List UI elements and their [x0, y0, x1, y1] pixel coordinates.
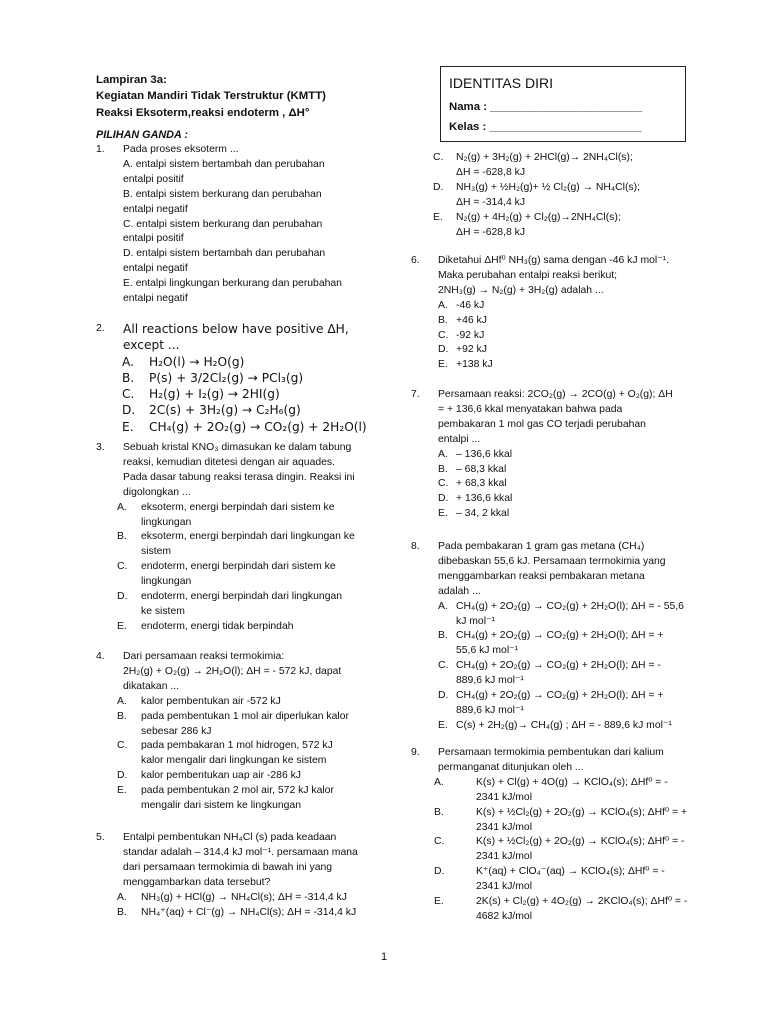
option-letter: C. [438, 660, 449, 672]
identity-title: IDENTITAS DIRI [449, 75, 553, 91]
question-number: 9. [411, 747, 420, 758]
option-text: CH₄(g) + 2O₂(g) → CO₂(g) + 2H₂O(l); ΔH = + 55,6 kJ mol⁻¹ [456, 630, 664, 657]
option-d[interactable] [438, 343, 718, 358]
option-letter: B. [122, 370, 135, 385]
name-field[interactable]: Nama : ________________________ [449, 101, 643, 113]
option-c[interactable] [438, 329, 718, 344]
question-1 [96, 143, 393, 307]
option-letter: C. [117, 740, 128, 752]
option-letter: B. [117, 531, 127, 543]
option-a[interactable] [438, 600, 723, 630]
option-a[interactable] [117, 501, 393, 531]
option-b[interactable] [117, 906, 393, 921]
option-letter: A. [117, 695, 127, 707]
option-b[interactable] [438, 314, 718, 329]
question-number: 4. [96, 651, 105, 662]
question-stem: Entalpi pembentukan NH₄Cl (s) pada keadaan standar adalah – 314,4 kJ mol⁻¹. persamaan mana dari persamaan termokimia di bawah ini yang menggambarkan data tersebut? [123, 832, 358, 888]
option-text: endoterm, energi tidak berpindah [141, 620, 294, 632]
option-c[interactable] [438, 477, 718, 492]
option-text: P(s) + 3/2Cl₂(g) → PCl₃(g) [149, 370, 304, 385]
option-text: + 68,3 kkal [456, 478, 507, 490]
class-field[interactable]: Kelas : ________________________ [449, 121, 642, 133]
option-letter: D. [438, 344, 449, 356]
option-text: -46 kJ [456, 299, 485, 311]
option-a[interactable] [117, 695, 393, 710]
option-b[interactable] [434, 806, 723, 836]
identity-box [440, 66, 686, 142]
option-letter: E. [438, 719, 448, 731]
option-c[interactable] [117, 739, 393, 769]
option-d[interactable] [438, 689, 723, 719]
option-d[interactable] [434, 865, 723, 895]
option-text: B. entalpi sistem berkurang dan perubahan entalpi negatif [123, 188, 322, 215]
option-letter: A. [117, 501, 127, 513]
option-text: K(s) + Cl(g) + 4O(g) → KClO₄(s); ΔHf⁰ = - 2341 kJ/mol [476, 776, 668, 803]
option-letter: D. [122, 403, 136, 418]
question-6 [411, 254, 718, 373]
document-header [96, 72, 326, 121]
option-letter: D. [438, 690, 449, 702]
option-letter: A. [117, 891, 127, 903]
option-letter: E. [438, 508, 448, 520]
question-number: 2. [96, 323, 105, 334]
question-number: 6. [411, 255, 420, 266]
option-text: + 136,6 kkal [456, 493, 513, 505]
option-text: K(s) + ½Cl₂(g) + 2O₂(g) → KClO₄(s); ΔHf⁰ = + 2341 kJ/mol [476, 806, 688, 833]
question-stem: All reactions below have positive ΔH, except ... [123, 322, 349, 353]
option-text: C(s) + 2H₂(g)→ CH₄(g) ; ΔH = - 889,6 kJ mol⁻¹ [456, 719, 672, 731]
page-number: 1 [380, 951, 388, 963]
option-e[interactable] [438, 358, 718, 373]
question-3 [96, 441, 393, 635]
option-e[interactable] [433, 211, 718, 241]
option-c[interactable] [123, 218, 393, 248]
option-a[interactable] [438, 448, 718, 463]
option-letter: A. [438, 600, 448, 612]
question-4 [96, 650, 393, 814]
option-letter: E. [117, 785, 127, 797]
option-letter: D. [117, 591, 128, 603]
option-e[interactable] [438, 507, 718, 522]
option-b[interactable] [117, 530, 393, 560]
option-b[interactable] [122, 370, 403, 386]
option-b[interactable] [117, 710, 393, 740]
option-c[interactable] [438, 659, 723, 689]
option-letter: C. [438, 329, 449, 341]
option-text: CH₄(g) + 2O₂(g) → CO₂(g) + 2H₂O(l); ΔH = + 889,6 kJ mol⁻¹ [456, 690, 664, 716]
option-text: N₂(g) + 4H₂(g) + Cl₂(g)→2NH₄Cl(s); ΔH = -628,8 kJ [456, 211, 621, 238]
option-text: H₂(g) + I₂(g) → 2HI(g) [149, 387, 280, 402]
option-d[interactable] [117, 590, 393, 620]
question-2 [96, 321, 403, 435]
option-letter: D. [438, 493, 449, 505]
option-a[interactable] [434, 776, 723, 806]
option-d[interactable] [117, 769, 393, 784]
option-letter: E. [438, 359, 448, 371]
option-text: 2C(s) + 3H₂(g) → C₂H₆(g) [149, 403, 301, 418]
option-text: eksoterm, energi berpindah dari sistem ke lingkungan [141, 501, 335, 528]
question-8 [411, 540, 723, 734]
option-letter: C. [433, 152, 444, 163]
option-a[interactable] [123, 158, 393, 188]
appendix-label: Lampiran 3a: [96, 74, 167, 86]
option-letter: E. [117, 620, 127, 632]
option-text: 2K(s) + Cl₂(g) + 4O₂(g) → 2KClO₄(s); ΔHf⁰ = - 4682 kJ/mol [476, 896, 688, 922]
option-text: CH₄(g) + 2O₂(g) → CO₂(g) + 2H₂O(l); ΔH = - 55,6 kJ mol⁻¹ [456, 600, 684, 627]
option-letter: D. [434, 866, 445, 878]
option-text: -92 kJ [456, 329, 485, 341]
question-5-continued [433, 151, 718, 240]
option-e[interactable] [117, 620, 393, 635]
question-stem: Persamaan termokimia pembentukan dari kalium permanganat ditunjukan oleh ... [438, 747, 664, 773]
option-letter: B. [438, 630, 448, 642]
option-d[interactable] [438, 492, 718, 507]
option-text: pada pembentukan 1 mol air diperlukan kalor sebesar 286 kJ [141, 710, 349, 737]
option-text: K⁺(aq) + ClO₄⁻(aq) → KClO₄(s); ΔHf⁰ = - 2341 kJ/mol [476, 866, 665, 893]
option-text: kalor pembentukan uap air -286 kJ [141, 770, 301, 782]
option-text: NH₄⁺(aq) + Cl⁻(g) → NH₄Cl(s); ΔH = -314,4 kJ [141, 906, 357, 918]
option-letter: E. [434, 896, 444, 908]
option-e[interactable] [438, 719, 723, 734]
option-text: K(s) + ½Cl₂(g) + 2O₂(g) → KClO₄(s); ΔHf⁰ = - 2341 kJ/mol [476, 836, 685, 863]
option-text: endoterm, energi berpindah dari sistem ke lingkungan [141, 561, 336, 588]
option-text: endoterm, energi berpindah dari lingkungan ke sistem [141, 591, 343, 617]
option-b[interactable] [438, 629, 723, 659]
option-c[interactable] [122, 386, 403, 402]
option-e[interactable] [123, 277, 393, 307]
option-text: C. entalpi sistem berkurang dan perubahan entalpi positif [123, 218, 323, 245]
question-stem: Dari persamaan reaksi termokimia: 2H₂(g) + O₂(g) → 2H₂O(l); ΔH = - 572 kJ, dapat dikatakan ... [123, 651, 342, 692]
option-letter: C. [122, 387, 135, 402]
option-text: A. entalpi sistem bertambah dan perubahan entalpi positif [123, 158, 325, 185]
option-c[interactable] [434, 835, 723, 865]
option-letter: B. [438, 314, 448, 326]
option-a[interactable] [438, 299, 718, 314]
option-letter: D. [117, 770, 128, 782]
question-number: 8. [411, 541, 420, 552]
option-c[interactable] [117, 560, 393, 590]
option-letter: D. [433, 181, 444, 193]
option-letter: B. [117, 710, 127, 722]
activity-title: Kegiatan Mandiri Tidak Terstruktur (KMTT) [96, 90, 326, 103]
option-d[interactable] [122, 402, 403, 418]
option-letter: E. [122, 419, 134, 434]
option-e[interactable] [434, 895, 723, 925]
option-letter: C. [117, 561, 128, 573]
option-text: H₂O(l) → H₂O(g) [149, 354, 245, 369]
question-7 [411, 388, 718, 522]
question-stem: Diketahui ΔHf⁰ NH₃(g) sama dengan -46 kJ mol⁻¹. Maka perubahan entalpi reaksi berikut; 2NH₃(g) → N₂(g) + 3H₂(g) adalah ... [438, 255, 670, 296]
question-stem: Pada pembakaran 1 gram gas metana (CH₄) dibebaskan 55,6 kJ. Persamaan termokimia yang menggambarkan reaksi pembakaran metana adalah ... [438, 541, 666, 597]
option-text: +138 kJ [456, 359, 493, 371]
section-title: PILIHAN GANDA : [96, 129, 188, 141]
option-text: – 136,6 kkal [456, 448, 513, 460]
option-text: +92 kJ [456, 344, 487, 356]
question-number: 5. [96, 832, 105, 843]
option-text: CH₄(g) + 2O₂(g) → CO₂(g) + 2H₂O(l) [149, 419, 367, 434]
option-letter: A. [438, 448, 448, 460]
option-letter: B. [434, 806, 444, 818]
option-letter: A. [434, 776, 444, 788]
topic-title: Reaksi Eksoterm,reaksi endoterm , ΔH° [96, 106, 310, 119]
option-letter: C. [434, 836, 445, 848]
question-5 [96, 831, 393, 920]
question-number: 7. [411, 389, 420, 400]
option-letter: B. [438, 463, 448, 475]
option-letter: B. [117, 906, 127, 918]
option-letter: C. [438, 478, 449, 490]
option-text: kalor pembentukan air -572 kJ [141, 695, 281, 707]
question-stem: Pada proses eksoterm ... [123, 144, 239, 155]
option-letter: A. [122, 354, 134, 369]
option-b[interactable] [438, 463, 718, 478]
option-e[interactable] [117, 784, 393, 814]
question-stem: Persamaan reaksi: 2CO₂(g) → 2CO(g) + O₂(g); ΔH = + 136,6 kkal menyatakan bahwa pada pembakaran 1 mol gas CO terjadi perubahan entalpi ... [438, 389, 673, 445]
option-e[interactable] [122, 419, 403, 435]
option-d[interactable] [433, 181, 718, 211]
option-text: D. entalpi sistem bertambah dan perubahan entalpi negatif [123, 248, 326, 275]
question-number: 3. [96, 442, 105, 453]
option-letter: E. [433, 211, 443, 223]
question-9 [411, 746, 723, 925]
option-text: E. entalpi lingkungan berkurang dan perubahan entalpi negatif [123, 278, 342, 305]
question-stem: Sebuah kristal KNO₃ dimasukan ke dalam tabung reaksi, kemudian ditetesi dengan air aquades. Pada dasar tabung reaksi terasa dingin. Reaksi ini digolongkan ... [123, 442, 355, 498]
option-letter: A. [438, 299, 448, 311]
option-text: pada pembentukan 2 mol air, 572 kJ kalor mengalir dari sistem ke lingkungan [141, 785, 334, 812]
option-b[interactable] [123, 188, 393, 218]
option-text: N₂(g) + 3H₂(g) + 2HCl(g)→ 2NH₄Cl(s); ΔH = -628,8 kJ [456, 152, 633, 178]
option-d[interactable] [123, 247, 393, 277]
option-text: CH₄(g) + 2O₂(g) → CO₂(g) + 2H₂O(l); ΔH = - 889,6 kJ mol⁻¹ [456, 660, 661, 687]
option-text: +46 kJ [456, 314, 487, 326]
option-text: NH₃(g) + ½H₂(g)+ ½ Cl₂(g) → NH₄Cl(s); ΔH = -314,4 kJ [456, 181, 640, 208]
option-a[interactable] [122, 354, 403, 370]
option-text: pada pembakaran 1 mol hidrogen, 572 kJ kalor mengalir dari lingkungan ke sistem [141, 740, 333, 767]
question-number: 1. [96, 144, 105, 155]
option-text: – 34, 2 kkal [456, 508, 510, 520]
option-text: – 68,3 kkal [456, 463, 507, 475]
option-a[interactable] [117, 891, 393, 906]
option-text: eksoterm, energi berpindah dari lingkungan ke sistem [141, 531, 355, 558]
option-text: NH₃(g) + HCl(g) → NH₄Cl(s); ΔH = -314,4 kJ [141, 891, 347, 903]
option-c[interactable] [433, 151, 718, 181]
